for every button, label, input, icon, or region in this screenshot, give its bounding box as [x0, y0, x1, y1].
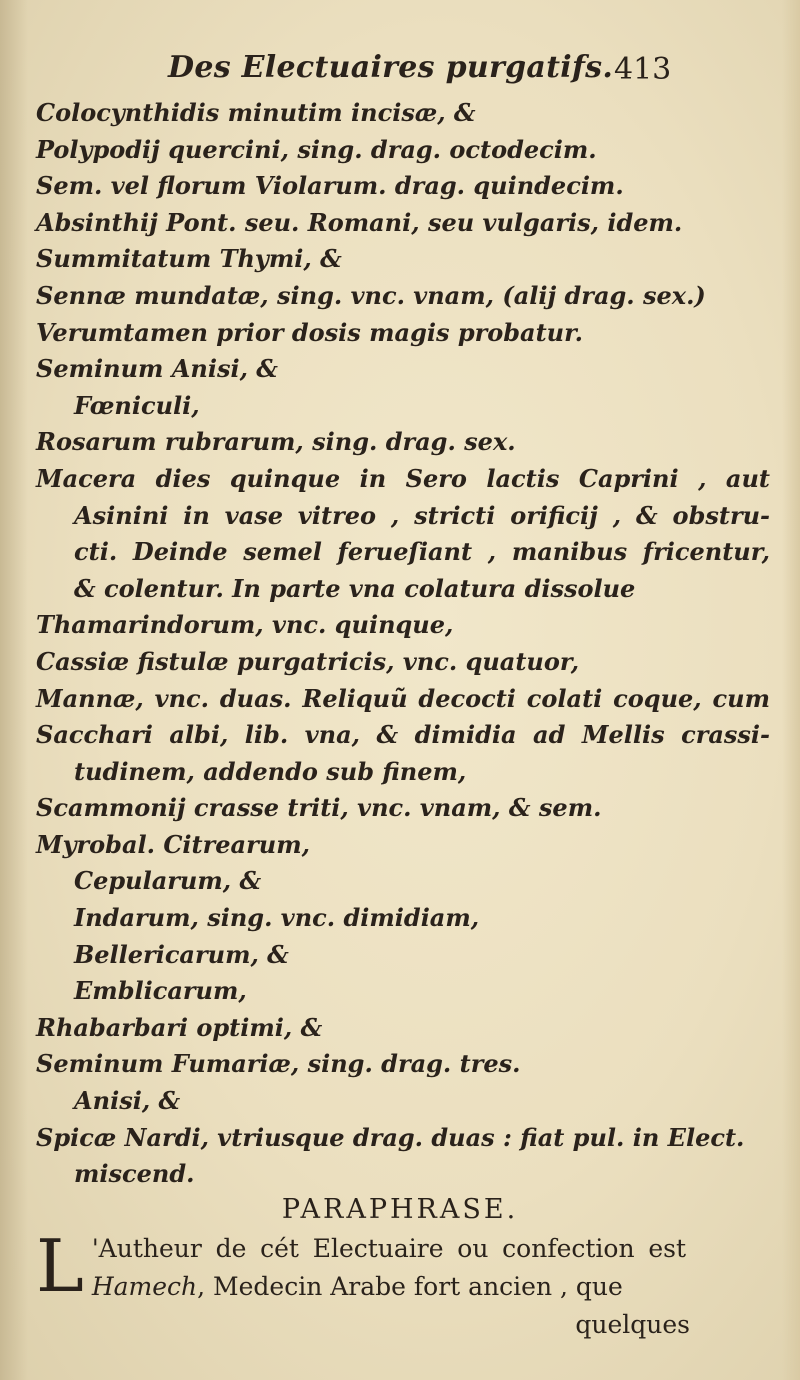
text-line: Sem. vel florum Violarum. drag. quindecim.: [36, 171, 624, 201]
text-line: Spicæ Nardi, vtriusque drag. duas : fiat pul. in Elect.: [36, 1122, 745, 1152]
text-line: Sacchari albi, lib. vna, & dimidia ad Mellis crassi-: [36, 720, 770, 750]
text-line: Bellericarum, &: [74, 939, 289, 969]
text-line: & colentur. In parte vna colatura dissolue: [74, 573, 636, 603]
text-line: Cassiæ fistulæ purgatricis, vnc. quatuor,: [36, 646, 580, 676]
paragraph-line: quelques: [575, 1310, 690, 1339]
text-line: Thamarindorum, vnc. quinque,: [36, 610, 454, 640]
paragraph-line: [36, 1268, 686, 1306]
text-line: Macera dies quinque in Sero lactis Caprini , aut: [36, 463, 770, 493]
text-line: Absinthij Pont. seu. Romani, seu vulgaris, idem.: [36, 207, 683, 237]
text-line: Rosarum rubrarum, sing. drag. sex.: [36, 427, 516, 457]
text-line: Verumtamen prior dosis magis probatur.: [36, 317, 583, 347]
text-line: Mannæ, vnc. duas. Reliquũ decocti colati coque, cum: [36, 683, 770, 713]
paragraph-line: 'Autheur de cét Electuaire ou confection est: [91, 1234, 686, 1263]
drop-cap: L: [36, 1224, 84, 1308]
paraphrase-paragraph: [36, 1224, 690, 1344]
recipe-text: [36, 95, 770, 1193]
author-name: Hamech: [91, 1272, 198, 1301]
text-line: miscend.: [74, 1159, 195, 1189]
text-line: Seminum Fumariæ, sing. drag. tres.: [36, 1049, 521, 1079]
text-line: Scammonij crasse triti, vnc. vnam, & sem.: [36, 793, 602, 823]
text-line: tudinem, addendo sub finem,: [74, 756, 467, 786]
text-line: Fœniculi,: [74, 390, 200, 420]
text-line: Rhabarbari optimi, &: [36, 1012, 323, 1042]
text-line: Cepularum, &: [74, 866, 262, 896]
text-line: Polypodij quercini, sing. drag. octodecim.: [36, 134, 597, 164]
text-line: Emblicarum,: [74, 976, 247, 1006]
section-heading: PARAPHRASE.: [281, 1194, 519, 1225]
text-line: Anisi, &: [74, 1086, 181, 1116]
text-line: Summitatum Thymi, &: [36, 244, 342, 274]
text-line: Colocynthidis minutim incisæ, &: [36, 98, 476, 127]
running-head: Des Electuaires purgatifs.: [168, 50, 614, 85]
page-number: 413: [614, 52, 672, 87]
text-line: cti. Deinde semel ferueſiant , manibus fricentur,: [74, 537, 770, 567]
text-line: Sennæ mundatæ, sing. vnc. vnam, (alij drag. sex.): [36, 280, 706, 310]
paragraph-line-rest: , Medecin Arabe fort ancien , que: [197, 1272, 623, 1301]
text-line: Asinini in vase vitreo , stricti orificij , & obstru-: [74, 500, 770, 530]
text-line: Seminum Anisi, &: [36, 354, 278, 384]
text-line: Myrobal. Citrearum,: [36, 829, 310, 859]
text-line: Indarum, sing. vnc. dimidiam,: [74, 903, 480, 933]
